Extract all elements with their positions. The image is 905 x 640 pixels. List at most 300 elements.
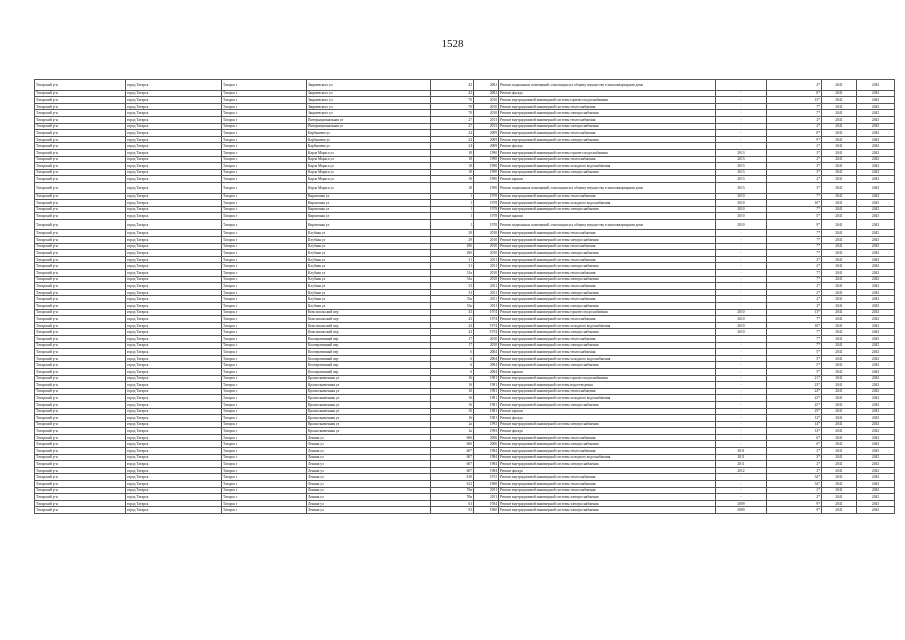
rayon-cell: Татарский р-н (35, 182, 126, 193)
city-cell: город Татарск (126, 237, 222, 244)
priority-cell: 13* (767, 97, 822, 104)
last-repair-year-cell: - (716, 408, 767, 415)
work-type-cell: Ремонт внутридомовой инженерной системы теплоснабжения (499, 296, 716, 303)
period-start-cell: 2041 (822, 213, 857, 220)
repair-schedule-table (34, 79, 895, 514)
city-cell: город Татарск (126, 136, 222, 143)
work-type-cell: Ремонт внутридомовой инженерной системы электроснабжения (499, 461, 716, 468)
build-year-cell: 1974 (474, 322, 499, 329)
priority-cell: 9* (767, 507, 822, 514)
table-row (35, 230, 895, 237)
build-year-cell: 1990 (474, 156, 499, 163)
period-start-cell: 2041 (822, 388, 857, 395)
house-number-cell: 1 (431, 213, 474, 220)
settlement-cell: Татарск г (222, 90, 307, 97)
city-cell: город Татарск (126, 270, 222, 277)
period-end-cell: 2043 (857, 143, 895, 150)
rayon-cell: Татарский р-н (35, 316, 126, 323)
last-repair-year-cell: - (716, 123, 767, 130)
city-cell: город Татарск (126, 395, 222, 402)
table-row (35, 237, 895, 244)
work-type-cell: Ремонт внутридомовой инженерной системы горячего водоснабжения (499, 97, 716, 104)
city-cell: город Татарск (126, 382, 222, 389)
work-type-cell: Ремонт фасада (499, 415, 716, 422)
street-cell: Кооперативный пер (307, 362, 431, 369)
build-year-cell: 1993 (474, 428, 499, 435)
house-number-cell: 33а (431, 296, 474, 303)
period-start-cell: 2041 (822, 494, 857, 501)
period-end-cell: 2043 (857, 448, 895, 455)
priority-cell: 2* (767, 156, 822, 163)
period-end-cell: 2043 (857, 296, 895, 303)
period-end-cell: 2043 (857, 388, 895, 395)
period-end-cell: 2043 (857, 309, 895, 316)
build-year-cell: 2010 (474, 110, 499, 117)
period-end-cell: 2043 (857, 103, 895, 110)
city-cell: город Татарск (126, 434, 222, 441)
table-row (35, 283, 895, 290)
city-cell: город Татарск (126, 362, 222, 369)
street-cell: Ленина ул (307, 494, 431, 501)
last-repair-year-cell: 2009 (716, 507, 767, 514)
city-cell: город Татарск (126, 316, 222, 323)
priority-cell: 2* (767, 176, 822, 183)
last-repair-year-cell: 2010 (716, 200, 767, 207)
settlement-cell: Татарск г (222, 143, 307, 150)
table-row (35, 388, 895, 395)
last-repair-year-cell: - (716, 342, 767, 349)
work-type-cell: Ремонт внутридомовой инженерной системы теплоснабжения (499, 388, 716, 395)
table-row (35, 97, 895, 104)
house-number-cell: 29б (431, 243, 474, 250)
priority-cell: 10* (767, 322, 822, 329)
city-cell: город Татарск (126, 90, 222, 97)
priority-cell: 7* (767, 316, 822, 323)
period-start-cell: 2041 (822, 322, 857, 329)
settlement-cell: Татарск г (222, 335, 307, 342)
priority-cell: 3* (767, 454, 822, 461)
table-row (35, 176, 895, 183)
priority-cell: 2* (767, 303, 822, 310)
rayon-cell: Татарский р-н (35, 408, 126, 415)
last-repair-year-cell: - (716, 487, 767, 494)
house-number-cell: 16 (431, 408, 474, 415)
settlement-cell: Татарск г (222, 388, 307, 395)
build-year-cell: 1984 (474, 461, 499, 468)
build-year-cell: 2009 (474, 143, 499, 150)
table-row (35, 276, 895, 283)
street-cell: Ленина ул (307, 487, 431, 494)
last-repair-year-cell: - (716, 421, 767, 428)
settlement-cell: Татарск г (222, 441, 307, 448)
house-number-cell: 6 (431, 368, 474, 375)
work-type-cell: Ремонт внутридомовой инженерной системы теплоснабжения (499, 316, 716, 323)
priority-cell: 2* (767, 487, 822, 494)
rayon-cell: Татарский р-н (35, 428, 126, 435)
build-year-cell: 2004 (474, 362, 499, 369)
house-number-cell: 42 (431, 80, 474, 91)
rayon-cell: Татарский р-н (35, 309, 126, 316)
settlement-cell: Татарск г (222, 448, 307, 455)
city-cell: город Татарск (126, 149, 222, 156)
street-cell: Краснознаменная ул (307, 408, 431, 415)
street-cell: Кооперативный пер (307, 355, 431, 362)
work-type-cell: Ремонт подвальных помещений, относящихся к общему имуществу в многоквартирном доме (499, 219, 716, 230)
settlement-cell: Татарск г (222, 415, 307, 422)
period-start-cell: 2041 (822, 329, 857, 336)
table-row (35, 149, 895, 156)
priority-cell: 9* (767, 136, 822, 143)
city-cell: город Татарск (126, 213, 222, 220)
city-cell: город Татарск (126, 335, 222, 342)
build-year-cell: 1981 (474, 382, 499, 389)
street-cell: Ленина ул (307, 441, 431, 448)
work-type-cell: Ремонт внутридомовой инженерной системы электроснабжения (499, 136, 716, 143)
work-type-cell: Ремонт внутридомовой инженерной системы электроснабжения (499, 500, 716, 507)
city-cell: город Татарск (126, 176, 222, 183)
city-cell: город Татарск (126, 349, 222, 356)
last-repair-year-cell: - (716, 90, 767, 97)
last-repair-year-cell: - (716, 382, 767, 389)
period-end-cell: 2043 (857, 243, 895, 250)
city-cell: город Татарск (126, 329, 222, 336)
last-repair-year-cell: - (716, 270, 767, 277)
table-row (35, 428, 895, 435)
house-number-cell: 27 (431, 123, 474, 130)
priority-cell: 7* (767, 342, 822, 349)
build-year-cell: 1981 (474, 388, 499, 395)
rayon-cell: Татарский р-н (35, 156, 126, 163)
work-type-cell: Ремонт внутридомовой инженерной системы теплоснабжения (499, 434, 716, 441)
rayon-cell: Татарский р-н (35, 97, 126, 104)
period-start-cell: 2041 (822, 368, 857, 375)
city-cell: город Татарск (126, 103, 222, 110)
city-cell: город Татарск (126, 163, 222, 170)
period-end-cell: 2043 (857, 90, 895, 97)
last-repair-year-cell: - (716, 494, 767, 501)
house-number-cell: 16 (431, 401, 474, 408)
priority-cell: 2* (767, 461, 822, 468)
settlement-cell: Татарск г (222, 434, 307, 441)
priority-cell: 13* (767, 309, 822, 316)
house-number-cell: 17 (431, 342, 474, 349)
work-type-cell: Ремонт внутридомовой инженерной системы электроснабжения (499, 250, 716, 257)
period-start-cell: 2041 (822, 309, 857, 316)
build-year-cell: 2011 (474, 283, 499, 290)
build-year-cell: 1981 (474, 395, 499, 402)
street-cell: Клубная ул (307, 250, 431, 257)
city-cell: город Татарск (126, 143, 222, 150)
table-row (35, 309, 895, 316)
street-cell: Кирпичная ул (307, 193, 431, 200)
street-cell: Кооперативный пер (307, 335, 431, 342)
period-start-cell: 2041 (822, 355, 857, 362)
period-end-cell: 2043 (857, 408, 895, 415)
rayon-cell: Татарский р-н (35, 362, 126, 369)
house-number-cell: 18 (431, 156, 474, 163)
rayon-cell: Татарский р-н (35, 256, 126, 263)
last-repair-year-cell: 2013 (716, 163, 767, 170)
period-end-cell: 2043 (857, 200, 895, 207)
period-end-cell: 2043 (857, 176, 895, 183)
build-year-cell: 1974 (474, 329, 499, 336)
rayon-cell: Татарский р-н (35, 355, 126, 362)
work-type-cell: Ремонт фасада (499, 428, 716, 435)
street-cell: Комсомольский пер (307, 322, 431, 329)
work-type-cell: Ремонт внутридомовой инженерной системы горячего водоснабжения (499, 375, 716, 382)
street-cell: Кирпичная ул (307, 200, 431, 207)
street-cell: Краснознаменная ул (307, 375, 431, 382)
rayon-cell: Татарский р-н (35, 230, 126, 237)
priority-cell: 7* (767, 206, 822, 213)
period-start-cell: 2041 (822, 176, 857, 183)
last-repair-year-cell: - (716, 143, 767, 150)
last-repair-year-cell: - (716, 474, 767, 481)
house-number-cell: 1 (431, 206, 474, 213)
period-end-cell: 2043 (857, 481, 895, 488)
build-year-cell: 1978 (474, 200, 499, 207)
rayon-cell: Татарский р-н (35, 136, 126, 143)
build-year-cell: 1990 (474, 169, 499, 176)
period-start-cell: 2041 (822, 80, 857, 91)
house-number-cell: 16 (431, 382, 474, 389)
city-cell: город Татарск (126, 289, 222, 296)
period-end-cell: 2043 (857, 500, 895, 507)
last-repair-year-cell: - (716, 283, 767, 290)
priority-cell: 3* (767, 169, 822, 176)
work-type-cell: Ремонт внутридомовой инженерной системы электроснабжения (499, 237, 716, 244)
table-row (35, 342, 895, 349)
street-cell: Клубная ул (307, 283, 431, 290)
rayon-cell: Татарский р-н (35, 193, 126, 200)
period-start-cell: 2041 (822, 283, 857, 290)
city-cell: город Татарск (126, 481, 222, 488)
table-row (35, 156, 895, 163)
house-number-cell: 33 (431, 289, 474, 296)
rayon-cell: Татарский р-н (35, 415, 126, 422)
house-number-cell: 16 (431, 388, 474, 395)
street-cell: Карла Маркса ул (307, 163, 431, 170)
settlement-cell: Татарск г (222, 97, 307, 104)
settlement-cell: Татарск г (222, 507, 307, 514)
period-start-cell: 2041 (822, 143, 857, 150)
last-repair-year-cell: - (716, 110, 767, 117)
period-end-cell: 2043 (857, 80, 895, 91)
table-row (35, 421, 895, 428)
city-cell: город Татарск (126, 130, 222, 137)
last-repair-year-cell: - (716, 116, 767, 123)
build-year-cell: 1984 (474, 448, 499, 455)
table-row (35, 454, 895, 461)
table-row (35, 474, 895, 481)
rayon-cell: Татарский р-н (35, 80, 126, 91)
build-year-cell: 1981 (474, 415, 499, 422)
rayon-cell: Татарский р-н (35, 90, 126, 97)
period-start-cell: 2041 (822, 163, 857, 170)
settlement-cell: Татарск г (222, 322, 307, 329)
build-year-cell: 1978 (474, 193, 499, 200)
period-start-cell: 2041 (822, 342, 857, 349)
priority-cell: 6* (767, 441, 822, 448)
rayon-cell: Татарский р-н (35, 342, 126, 349)
rayon-cell: Татарский р-н (35, 237, 126, 244)
build-year-cell: 1974 (474, 309, 499, 316)
work-type-cell: Ремонт внутридомовой инженерной системы электроснабжения (499, 110, 716, 117)
street-cell: Ленина ул (307, 461, 431, 468)
street-cell: Интернациональная ул (307, 123, 431, 130)
city-cell: город Татарск (126, 421, 222, 428)
table-row (35, 206, 895, 213)
build-year-cell: 2010 (474, 243, 499, 250)
table-row (35, 116, 895, 123)
work-type-cell: Ремонт внутридомовой инженерной системы электроснабжения (499, 169, 716, 176)
settlement-cell: Татарск г (222, 500, 307, 507)
period-start-cell: 2041 (822, 487, 857, 494)
build-year-cell: 2010 (474, 335, 499, 342)
last-repair-year-cell: 2011 (716, 461, 767, 468)
rayon-cell: Татарский р-н (35, 250, 126, 257)
priority-cell: 10* (767, 200, 822, 207)
work-type-cell: Ремонт внутридомовой инженерной системы горячего водоснабжения (499, 149, 716, 156)
period-start-cell: 2041 (822, 349, 857, 356)
table-row (35, 213, 895, 220)
rayon-cell: Татарский р-н (35, 322, 126, 329)
settlement-cell: Татарск г (222, 395, 307, 402)
house-number-cell: 43 (431, 316, 474, 323)
city-cell: город Татарск (126, 200, 222, 207)
settlement-cell: Татарск г (222, 309, 307, 316)
house-number-cell: 31а (431, 270, 474, 277)
settlement-cell: Татарск г (222, 243, 307, 250)
house-number-cell: 24 (431, 143, 474, 150)
last-repair-year-cell: - (716, 362, 767, 369)
city-cell: город Татарск (126, 250, 222, 257)
period-start-cell: 2041 (822, 90, 857, 97)
house-number-cell: 27 (431, 116, 474, 123)
last-repair-year-cell: - (716, 303, 767, 310)
priority-cell: 2* (767, 263, 822, 270)
period-start-cell: 2041 (822, 448, 857, 455)
period-start-cell: 2041 (822, 270, 857, 277)
settlement-cell: Татарск г (222, 237, 307, 244)
priority-cell: 9* (767, 219, 822, 230)
settlement-cell: Татарск г (222, 193, 307, 200)
street-cell: Ленина ул (307, 500, 431, 507)
build-year-cell: 1974 (474, 316, 499, 323)
house-number-cell: 18 (431, 169, 474, 176)
period-end-cell: 2043 (857, 355, 895, 362)
settlement-cell: Татарск г (222, 156, 307, 163)
work-type-cell: Ремонт внутридомовой инженерной системы электроснабжения (499, 206, 716, 213)
street-cell: Краснознаменная ул (307, 428, 431, 435)
period-start-cell: 2041 (822, 219, 857, 230)
house-number-cell: 29б (431, 250, 474, 257)
settlement-cell: Татарск г (222, 230, 307, 237)
street-cell: Кооперативный пер (307, 368, 431, 375)
work-type-cell: Ремонт внутридомовой инженерной системы теплоснабжения (499, 448, 716, 455)
table-row (35, 263, 895, 270)
table-row (35, 487, 895, 494)
period-end-cell: 2043 (857, 169, 895, 176)
last-repair-year-cell: 2011 (716, 448, 767, 455)
period-end-cell: 2043 (857, 454, 895, 461)
street-cell: Закриевского ул (307, 90, 431, 97)
priority-cell: 7* (767, 276, 822, 283)
build-year-cell: 1954 (474, 500, 499, 507)
build-year-cell: 2010 (474, 237, 499, 244)
city-cell: город Татарск (126, 303, 222, 310)
city-cell: город Татарск (126, 401, 222, 408)
priority-cell: 7* (767, 103, 822, 110)
last-repair-year-cell: - (716, 355, 767, 362)
build-year-cell: 2009 (474, 136, 499, 143)
last-repair-year-cell: 2013 (716, 176, 767, 183)
period-start-cell: 2041 (822, 200, 857, 207)
rayon-cell: Татарский р-н (35, 507, 126, 514)
work-type-cell: Ремонт внутридомовой инженерной системы электроснабжения (499, 494, 716, 501)
priority-cell: 3* (767, 149, 822, 156)
rayon-cell: Татарский р-н (35, 500, 126, 507)
build-year-cell: 1981 (474, 401, 499, 408)
period-start-cell: 2041 (822, 500, 857, 507)
city-cell: город Татарск (126, 494, 222, 501)
street-cell: Краснознаменная ул (307, 395, 431, 402)
work-type-cell: Ремонт внутридомовой инженерной системы электроснабжения (499, 401, 716, 408)
priority-cell: 7* (767, 230, 822, 237)
settlement-cell: Татарск г (222, 362, 307, 369)
period-end-cell: 2043 (857, 494, 895, 501)
period-end-cell: 2043 (857, 322, 895, 329)
table-row (35, 123, 895, 130)
street-cell: Карла Маркса ул (307, 182, 431, 193)
settlement-cell: Татарск г (222, 316, 307, 323)
settlement-cell: Татарск г (222, 303, 307, 310)
city-cell: город Татарск (126, 500, 222, 507)
rayon-cell: Татарский р-н (35, 176, 126, 183)
work-type-cell: Ремонт внутридомовой инженерной системы теплоснабжения (499, 349, 716, 356)
street-cell: Краснознаменная ул (307, 401, 431, 408)
table-row (35, 507, 895, 514)
street-cell: Кооперативный пер (307, 342, 431, 349)
priority-cell: 2* (767, 467, 822, 474)
period-end-cell: 2043 (857, 421, 895, 428)
table-row (35, 250, 895, 257)
city-cell: город Татарск (126, 474, 222, 481)
table-row (35, 219, 895, 230)
work-type-cell: Ремонт внутридомовой инженерной системы теплоснабжения (499, 474, 716, 481)
build-year-cell: 2011 (474, 296, 499, 303)
last-repair-year-cell: - (716, 136, 767, 143)
work-type-cell: Ремонт фасада (499, 143, 716, 150)
street-cell: Ленина ул (307, 448, 431, 455)
settlement-cell: Татарск г (222, 296, 307, 303)
last-repair-year-cell: 2010 (716, 219, 767, 230)
last-repair-year-cell: - (716, 388, 767, 395)
city-cell: город Татарск (126, 182, 222, 193)
rayon-cell: Татарский р-н (35, 130, 126, 137)
rayon-cell: Татарский р-н (35, 143, 126, 150)
house-number-cell: 607 (431, 461, 474, 468)
city-cell: город Татарск (126, 322, 222, 329)
last-repair-year-cell: 2010 (716, 193, 767, 200)
build-year-cell: 1993 (474, 421, 499, 428)
last-repair-year-cell: - (716, 349, 767, 356)
work-type-cell: Ремонт внутридомовой инженерной системы теплоснабжения (499, 103, 716, 110)
last-repair-year-cell: 2013 (716, 156, 767, 163)
rayon-cell: Татарский р-н (35, 388, 126, 395)
period-end-cell: 2043 (857, 237, 895, 244)
table-row (35, 130, 895, 137)
